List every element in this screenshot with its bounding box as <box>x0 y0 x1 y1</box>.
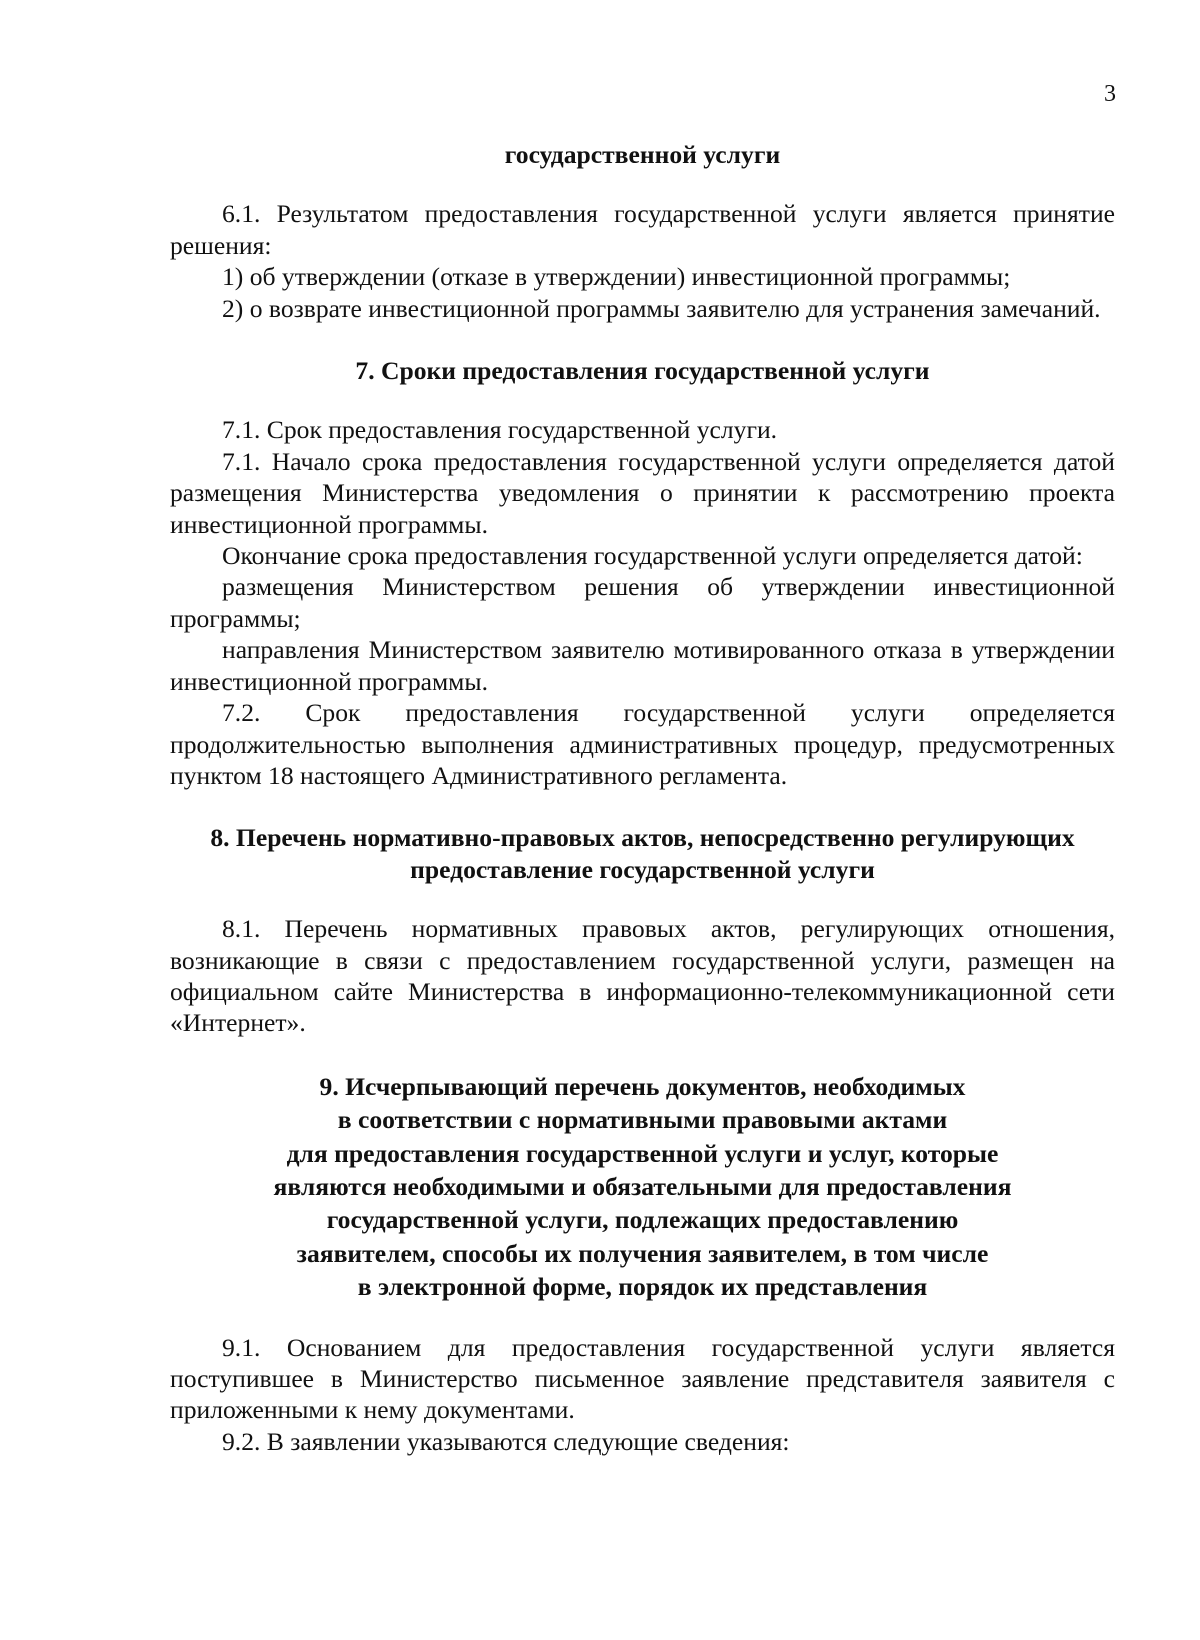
section-9-heading-line-5: государственной услуги, подлежащих предоставлению <box>326 1205 959 1235</box>
paragraph-7-1-start: 7.1. Начало срока предоставления государственной услуги определяется датой размещения Министерства уведомления о принятии к рассмотрению проекта инвестиционной программы. <box>170 446 1115 539</box>
paragraph-7-1-end-option-2: направления Министерством заявителю мотивированного отказа в утверждении инвестиционной программы. <box>170 635 1115 696</box>
section-8-heading-line-2: предоставление государственной услуги <box>410 854 875 884</box>
paragraph-7-2: 7.2. Срок предоставления государственной услуги определяется продолжительностью выполнения административных процедур, предусмотренных пунктом 18 настоящего Административного регламента. <box>170 698 1115 790</box>
section-9-heading-line-3: для предоставления государственной услуги и услуг, которые <box>286 1138 999 1168</box>
paragraph-6-1: 6.1. Результатом предоставления государственной услуги является принятие решения: <box>170 199 1115 260</box>
section-9-heading-line-2: в соответствии с нормативными правовыми актами <box>337 1105 948 1135</box>
paragraph-6-1-item-1: 1) об утверждении (отказе в утверждении) инвестиционной программы; <box>222 262 1011 292</box>
section-9-heading-line-7: в электронной форме, порядок их представления <box>357 1272 928 1302</box>
paragraph-7-1-end-option-1: размещения Министерством решения об утверждении инвестиционной программы; <box>170 572 1115 633</box>
section-9-heading-line-4: являются необходимыми и обязательными для предоставления <box>273 1171 1012 1201</box>
paragraph-9-1: 9.1. Основанием для предоставления государственной услуги является поступившее в Министерство письменное заявление представителя заявителя с приложенными к нему документами. <box>170 1332 1115 1425</box>
paragraph-7-1: 7.1. Срок предоставления государственной услуги. <box>222 415 778 445</box>
section-9-heading-line-6: заявителем, способы их получения заявителем, в том числе <box>296 1238 989 1268</box>
paragraph-9-2: 9.2. В заявлении указываются следующие сведения: <box>222 1426 790 1456</box>
paragraph-7-1-end: Окончание срока предоставления государственной услуги определяется датой: <box>222 541 1083 571</box>
paragraph-6-1-item-2: 2) о возврате инвестиционной программы заявителю для устранения замечаний. <box>222 293 1101 323</box>
section-9-heading <box>170 1070 1115 1304</box>
section-7-heading: 7. Сроки предоставления государственной услуги <box>355 356 930 386</box>
page-number: 3 <box>1104 81 1116 107</box>
section-9-heading-line-1: 9. Исчерпывающий перечень документов, необходимых <box>319 1071 966 1101</box>
section-8-heading-line-1: 8. Перечень нормативно-правовых актов, непосредственно регулирующих <box>210 823 1075 853</box>
section-6-heading-tail: государственной услуги <box>504 140 781 169</box>
paragraph-8-1: 8.1. Перечень нормативных правовых актов, регулирующих отношения, возникающие в связи с предоставлением государственной услуги, размещен на официальном сайте Министерства в информационно-телекоммуникационной сети «Интернет». <box>170 914 1115 1038</box>
section-8-heading <box>170 822 1115 885</box>
document-body <box>170 139 1115 1457</box>
